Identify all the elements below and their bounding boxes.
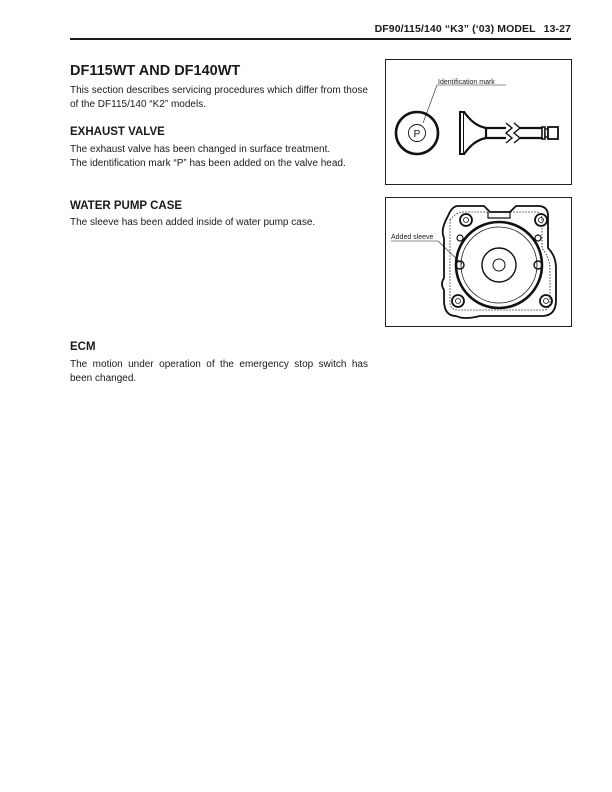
- header-model: DF90/115/140 “K3” (‘03) MODEL: [374, 23, 536, 35]
- exhaust-valve-heading: EXHAUST VALVE: [70, 126, 165, 138]
- p-mark-label: P: [413, 129, 421, 140]
- ecm-heading: ECM: [70, 341, 96, 353]
- pump-case-illustration: [386, 198, 571, 326]
- exhaust-valve-line-1: The exhaust valve has been changed in surface treatment.: [70, 144, 331, 155]
- identification-mark-callout: Identification mark: [438, 79, 495, 86]
- page-number: 13-27: [543, 23, 571, 35]
- intro-paragraph: This section describes servicing procedures which differ from those of the DF115/140 “K2” models.: [70, 85, 368, 110]
- ecm-paragraph: The motion under operation of the emergency stop switch has been changed.: [70, 359, 368, 384]
- water-pump-case-line-1: The sleeve has been added inside of water pump case.: [70, 217, 316, 228]
- exhaust-valve-line-2: The identification mark “P” has been added on the valve head.: [70, 158, 346, 169]
- sleeve-ring: [456, 222, 542, 308]
- page-title: DF115WT AND DF140WT: [70, 63, 241, 79]
- valve-side-view: [460, 112, 558, 154]
- valve-figure: [385, 59, 572, 185]
- valve-illustration: [386, 60, 571, 184]
- water-pump-case-heading: WATER PUMP CASE: [70, 200, 183, 212]
- added-sleeve-callout: Added sleeve: [391, 234, 434, 241]
- water-pump-case-figure: [385, 197, 572, 327]
- running-header: [375, 23, 571, 35]
- header-rule: [70, 38, 571, 40]
